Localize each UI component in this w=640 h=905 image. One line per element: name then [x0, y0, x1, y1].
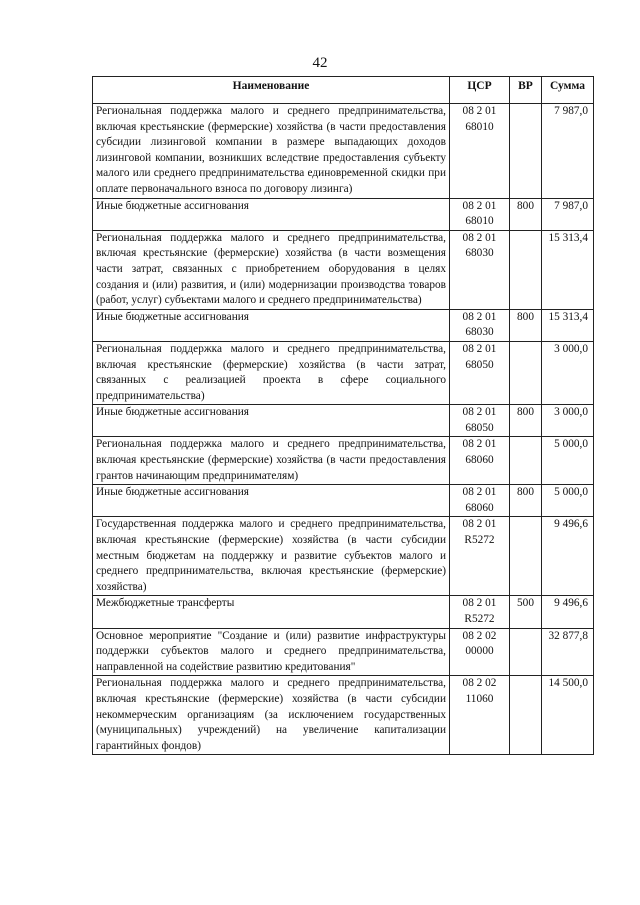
row-sum: 9 496,6	[542, 596, 594, 628]
column-header-name: Наименование	[93, 77, 450, 104]
table-row	[93, 596, 594, 628]
row-vr	[510, 341, 542, 404]
table-row	[93, 628, 594, 676]
table-row	[93, 485, 594, 517]
row-csr	[450, 676, 510, 755]
row-name: Межбюджетные трансферты	[93, 596, 450, 628]
row-csr	[450, 517, 510, 596]
row-name: Региональная поддержка малого и среднего предпринимательства, включая крестьянские (фермерские) хозяйства (в части предоставления субсидии лизинговой компании в размере выпадающих доходов лизинговой компании, возникших вследствие предоставления субъекту малого или среднего предпринимательства единовременной скидки при оплате первоначального взноса по договору лизинга)	[93, 104, 450, 199]
table-header-row	[93, 77, 594, 104]
table-row	[93, 676, 594, 755]
table-row	[93, 198, 594, 230]
row-csr	[450, 341, 510, 404]
page-number: 42	[312, 55, 328, 71]
row-sum: 15 313,4	[542, 309, 594, 341]
row-name: Региональная поддержка малого и среднего предпринимательства, включая крестьянские (фермерские) хозяйства (в части субсидии некоммерческим организациям (за исключением государственных (муниципальных) учреждений) на увеличение капитализации гарантийных фондов)	[93, 676, 450, 755]
row-name: Региональная поддержка малого и среднего предпринимательства, включая крестьянские (фермерские) хозяйства (в части затрат, связанных с реализацией проекта в сфере социального предпринимательства)	[93, 341, 450, 404]
row-csr-program: 08 2 01	[462, 438, 497, 451]
row-vr	[510, 628, 542, 676]
row-csr	[450, 437, 510, 485]
row-csr-direction: 68060	[465, 501, 494, 514]
row-sum: 14 500,0	[542, 676, 594, 755]
row-sum: 3 000,0	[542, 341, 594, 404]
column-header-vr: ВР	[510, 77, 542, 104]
row-csr-direction: 68050	[465, 358, 494, 371]
row-csr-program: 08 2 01	[462, 105, 497, 117]
row-csr-direction: 68030	[465, 326, 494, 339]
row-csr	[450, 596, 510, 628]
row-csr-direction: 68030	[465, 247, 494, 260]
column-header-sum: Сумма	[542, 77, 594, 104]
row-csr-direction: 68010	[465, 120, 494, 133]
table-row	[93, 104, 594, 199]
row-vr	[510, 517, 542, 596]
row-csr-direction: 68010	[465, 215, 494, 228]
row-csr	[450, 104, 510, 199]
row-csr-direction: 00000	[465, 645, 494, 658]
table-row	[93, 230, 594, 309]
table-row	[93, 405, 594, 437]
row-vr	[510, 676, 542, 755]
row-sum: 7 987,0	[542, 198, 594, 230]
row-csr-direction: R5272	[464, 613, 495, 625]
row-vr: 800	[510, 405, 542, 437]
row-csr-program: 08 2 01	[462, 231, 497, 244]
row-csr-direction: R5272	[464, 534, 495, 547]
table-row	[93, 517, 594, 596]
row-sum: 32 877,8	[542, 628, 594, 676]
row-name: Государственная поддержка малого и среднего предпринимательства, включая крестьянские (фермерские) хозяйства (в части субсидии местным бюджетам на поддержку и развитие субъектов малого и среднего предпринимательства, включая крестьянские (фермерские) хозяйства)	[93, 517, 450, 596]
row-vr: 500	[510, 596, 542, 628]
row-vr: 800	[510, 198, 542, 230]
table-row	[93, 437, 594, 485]
table-row	[93, 309, 594, 341]
table-body	[93, 104, 594, 755]
row-sum: 9 496,6	[542, 517, 594, 596]
row-vr	[510, 437, 542, 485]
row-name: Основное мероприятие "Создание и (или) развитие инфраструктуры поддержки субъектов малого и среднего предпринимательства, направленной на содействие развитию кредитования"	[93, 628, 450, 676]
budget-table	[92, 76, 594, 755]
row-csr-program: 08 2 01	[462, 199, 497, 212]
row-sum: 7 987,0	[542, 104, 594, 199]
row-csr-program: 08 2 01	[462, 597, 497, 610]
row-csr-program: 08 2 02	[462, 677, 497, 690]
row-name: Региональная поддержка малого и среднего предпринимательства, включая крестьянские (фермерские) хозяйства (в части возмещения части затрат, связанных с приобретением оборудования в целях создания и (или) развития, и (или) модернизации производства товаров (работ, услуг) субъектами малого и среднего предпринимательства)	[93, 230, 450, 309]
row-csr	[450, 485, 510, 517]
row-vr: 800	[510, 309, 542, 341]
row-csr-program: 08 2 02	[462, 629, 497, 642]
row-vr	[510, 104, 542, 199]
table-row	[93, 341, 594, 404]
row-name: Иные бюджетные ассигнования	[93, 198, 450, 230]
row-csr	[450, 198, 510, 230]
row-csr-program: 08 2 01	[462, 518, 497, 531]
column-header-csr: ЦСР	[450, 77, 510, 104]
row-sum: 15 313,4	[542, 230, 594, 309]
row-name: Иные бюджетные ассигнования	[93, 485, 450, 517]
row-csr-program: 08 2 01	[462, 310, 497, 323]
row-sum: 5 000,0	[542, 485, 594, 517]
row-csr-direction: 11060	[465, 692, 494, 705]
row-csr-program: 08 2 01	[462, 486, 497, 499]
row-sum: 5 000,0	[542, 437, 594, 485]
row-csr	[450, 230, 510, 309]
row-csr-direction: 68060	[465, 454, 494, 467]
row-csr	[450, 309, 510, 341]
row-sum: 3 000,0	[542, 405, 594, 437]
row-name: Иные бюджетные ассигнования	[93, 405, 450, 437]
row-vr: 800	[510, 485, 542, 517]
row-csr-program: 08 2 01	[462, 342, 497, 355]
row-csr	[450, 405, 510, 437]
row-csr	[450, 628, 510, 676]
row-csr-program: 08 2 01	[462, 406, 497, 419]
row-name: Иные бюджетные ассигнования	[93, 309, 450, 341]
row-name: Региональная поддержка малого и среднего предпринимательства, включая крестьянские (фермерские) хозяйства (в части предоставления грантов начинающим предпринимателям)	[93, 437, 450, 485]
row-csr-direction: 68050	[465, 421, 494, 434]
row-vr	[510, 230, 542, 309]
